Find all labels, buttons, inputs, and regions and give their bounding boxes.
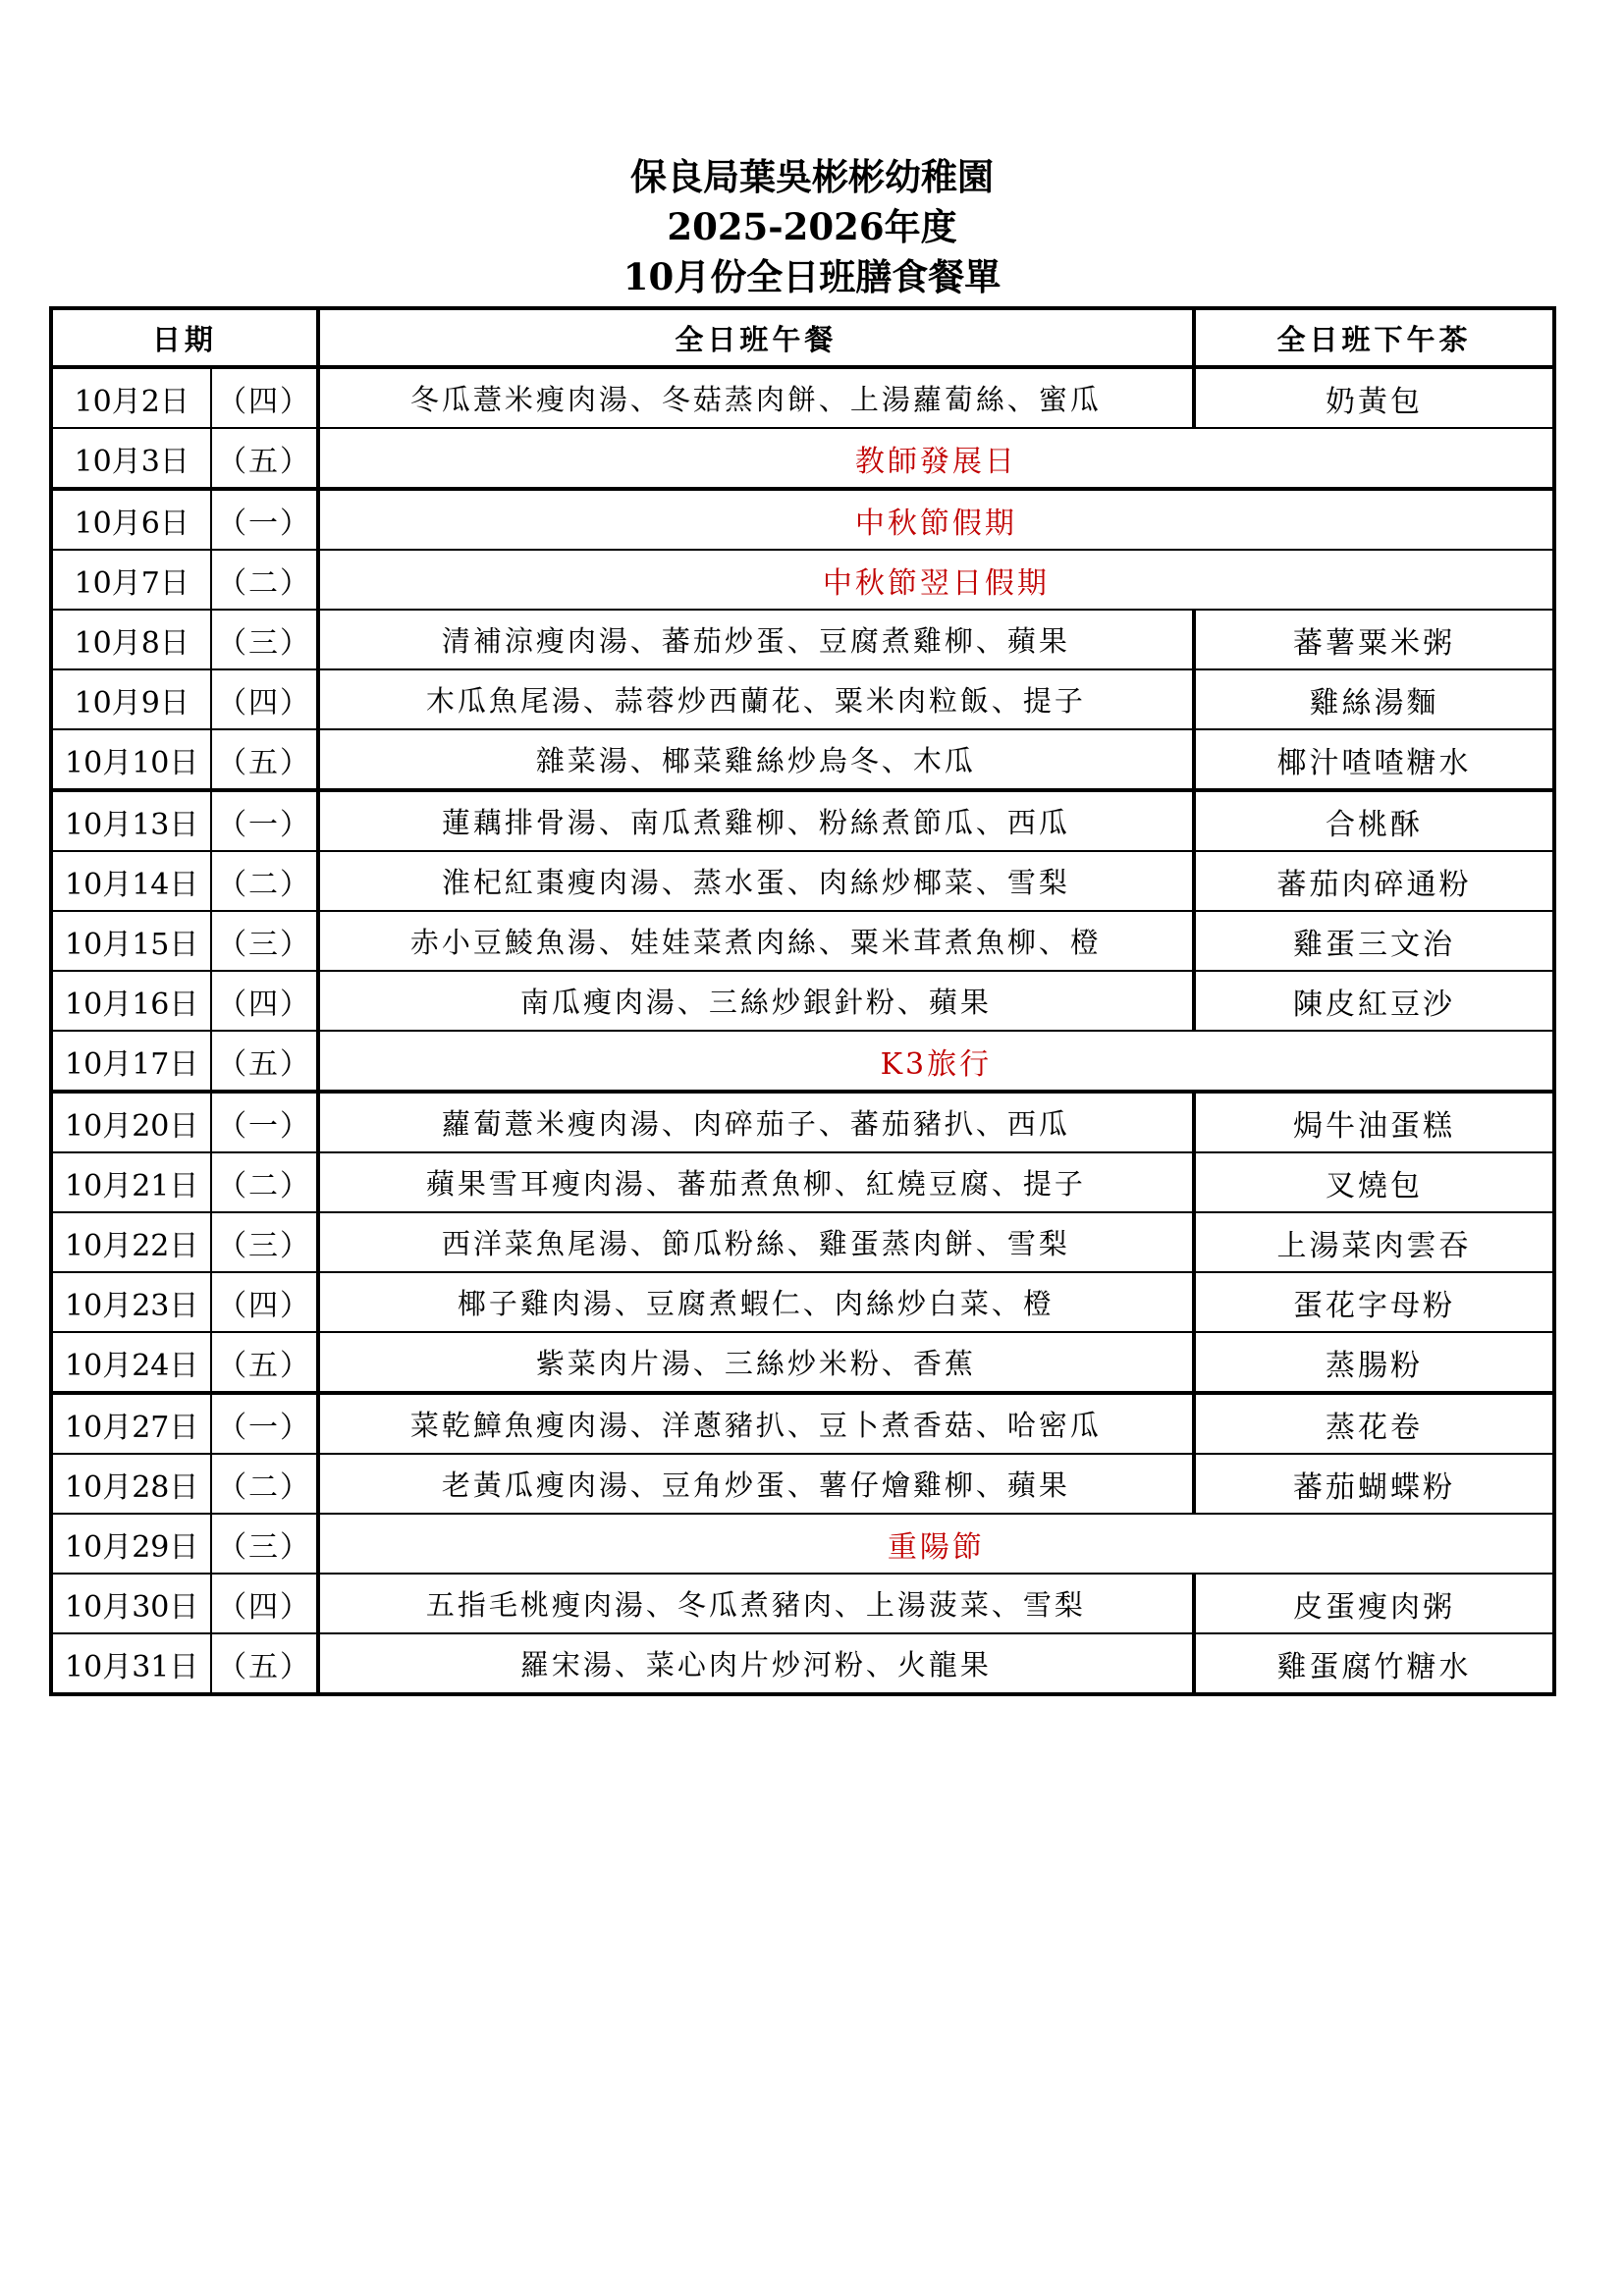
weekday-cell: （二）	[211, 1152, 317, 1212]
weekday-cell: （一）	[211, 790, 317, 851]
table-row	[51, 790, 1554, 851]
event-cell: 中秋節翌日假期	[318, 550, 1554, 610]
lunch-cell: 老黃瓜瘦肉湯、豆角炒蛋、薯仔燴雞柳、蘋果	[318, 1454, 1194, 1514]
table-row	[51, 1272, 1554, 1332]
tea-cell: 蕃薯粟米粥	[1194, 610, 1554, 669]
table-row	[51, 669, 1554, 729]
table-row	[51, 1212, 1554, 1272]
date-cell: 10月23日	[51, 1272, 211, 1332]
table-row	[51, 1454, 1554, 1514]
tea-cell: 雞蛋腐竹糖水	[1194, 1633, 1554, 1694]
date-cell: 10月9日	[51, 669, 211, 729]
school-name: 保良局葉吳彬彬幼稚園	[630, 155, 994, 198]
weekday-cell: （五）	[211, 1633, 317, 1694]
weekday-cell: （五）	[211, 428, 317, 489]
weekday-cell: （三）	[211, 610, 317, 669]
tea-column-header: 全日班下午茶	[1194, 308, 1554, 367]
table-row	[51, 911, 1554, 971]
lunch-cell: 西洋菜魚尾湯、節瓜粉絲、雞蛋蒸肉餅、雪梨	[318, 1212, 1194, 1272]
tea-cell: 叉燒包	[1194, 1152, 1554, 1212]
weekday-cell: （一）	[211, 1393, 317, 1454]
lunch-cell: 南瓜瘦肉湯、三絲炒銀針粉、蘋果	[318, 971, 1194, 1031]
date-cell: 10月27日	[51, 1393, 211, 1454]
meal-menu-table	[49, 306, 1556, 1696]
date-cell: 10月29日	[51, 1514, 211, 1574]
tea-cell: 雞絲湯麵	[1194, 669, 1554, 729]
date-cell: 10月3日	[51, 428, 211, 489]
weekday-cell: （四）	[211, 1574, 317, 1633]
table-row	[51, 610, 1554, 669]
lunch-column-header: 全日班午餐	[318, 308, 1194, 367]
date-cell: 10月16日	[51, 971, 211, 1031]
weekday-cell: （一）	[211, 489, 317, 550]
menu-title: 10月份全日班膳食餐單	[623, 255, 1001, 298]
tea-cell: 蕃茄蝴蝶粉	[1194, 1454, 1554, 1514]
date-cell: 10月2日	[51, 367, 211, 428]
table-row	[51, 550, 1554, 610]
date-cell: 10月31日	[51, 1633, 211, 1694]
event-cell: 教師發展日	[318, 428, 1554, 489]
tea-cell: 蒸花卷	[1194, 1393, 1554, 1454]
tea-cell: 椰汁喳喳糖水	[1194, 729, 1554, 790]
lunch-cell: 清補涼瘦肉湯、蕃茄炒蛋、豆腐煮雞柳、蘋果	[318, 610, 1194, 669]
tea-cell: 蒸腸粉	[1194, 1332, 1554, 1393]
tea-cell: 上湯菜肉雲吞	[1194, 1212, 1554, 1272]
weekday-cell: （二）	[211, 851, 317, 911]
lunch-cell: 五指毛桃瘦肉湯、冬瓜煮豬肉、上湯菠菜、雪梨	[318, 1574, 1194, 1633]
table-row	[51, 729, 1554, 790]
weekday-cell: （三）	[211, 1514, 317, 1574]
lunch-cell: 蘋果雪耳瘦肉湯、蕃茄煮魚柳、紅燒豆腐、提子	[318, 1152, 1194, 1212]
date-cell: 10月17日	[51, 1031, 211, 1092]
tea-cell: 奶黃包	[1194, 367, 1554, 428]
date-cell: 10月20日	[51, 1092, 211, 1152]
date-cell: 10月10日	[51, 729, 211, 790]
tea-cell: 蕃茄肉碎通粉	[1194, 851, 1554, 911]
table-row	[51, 1514, 1554, 1574]
table-row	[51, 1152, 1554, 1212]
weekday-cell: （五）	[211, 729, 317, 790]
event-cell: K3旅行	[318, 1031, 1554, 1092]
table-row	[51, 1633, 1554, 1694]
date-cell: 10月30日	[51, 1574, 211, 1633]
table-row	[51, 1332, 1554, 1393]
weekday-cell: （五）	[211, 1332, 317, 1393]
event-cell: 中秋節假期	[318, 489, 1554, 550]
lunch-cell: 羅宋湯、菜心肉片炒河粉、火龍果	[318, 1633, 1194, 1694]
table-row	[51, 428, 1554, 489]
lunch-cell: 冬瓜薏米瘦肉湯、冬菇蒸肉餅、上湯蘿蔔絲、蜜瓜	[318, 367, 1194, 428]
weekday-cell: （三）	[211, 911, 317, 971]
table-row	[51, 1574, 1554, 1633]
tea-cell: 陳皮紅豆沙	[1194, 971, 1554, 1031]
tea-cell: 蛋花字母粉	[1194, 1272, 1554, 1332]
table-header-row	[51, 308, 1554, 367]
tea-cell: 合桃酥	[1194, 790, 1554, 851]
lunch-cell: 淮杞紅棗瘦肉湯、蒸水蛋、肉絲炒椰菜、雪梨	[318, 851, 1194, 911]
date-cell: 10月7日	[51, 550, 211, 610]
date-cell: 10月13日	[51, 790, 211, 851]
date-cell: 10月6日	[51, 489, 211, 550]
table-row	[51, 851, 1554, 911]
date-column-header: 日期	[51, 308, 318, 367]
weekday-cell: （三）	[211, 1212, 317, 1272]
table-row	[51, 1031, 1554, 1092]
weekday-cell: （四）	[211, 669, 317, 729]
weekday-cell: （五）	[211, 1031, 317, 1092]
tea-cell: 皮蛋瘦肉粥	[1194, 1574, 1554, 1633]
school-year: 2025-2026年度	[667, 205, 957, 248]
lunch-cell: 菜乾鱆魚瘦肉湯、洋蔥豬扒、豆卜煮香菇、哈密瓜	[318, 1393, 1194, 1454]
menu-body	[51, 367, 1554, 1694]
date-cell: 10月8日	[51, 610, 211, 669]
table-row	[51, 489, 1554, 550]
lunch-cell: 赤小豆鯪魚湯、娃娃菜煮肉絲、粟米茸煮魚柳、橙	[318, 911, 1194, 971]
weekday-cell: （四）	[211, 1272, 317, 1332]
table-row	[51, 1393, 1554, 1454]
lunch-cell: 紫菜肉片湯、三絲炒米粉、香蕉	[318, 1332, 1194, 1393]
date-cell: 10月21日	[51, 1152, 211, 1212]
tea-cell: 焗牛油蛋糕	[1194, 1092, 1554, 1152]
table-row	[51, 971, 1554, 1031]
date-cell: 10月28日	[51, 1454, 211, 1514]
lunch-cell: 雜菜湯、椰菜雞絲炒烏冬、木瓜	[318, 729, 1194, 790]
weekday-cell: （二）	[211, 550, 317, 610]
date-cell: 10月15日	[51, 911, 211, 971]
weekday-cell: （一）	[211, 1092, 317, 1152]
lunch-cell: 蘿蔔薏米瘦肉湯、肉碎茄子、蕃茄豬扒、西瓜	[318, 1092, 1194, 1152]
lunch-cell: 蓮藕排骨湯、南瓜煮雞柳、粉絲煮節瓜、西瓜	[318, 790, 1194, 851]
event-cell: 重陽節	[318, 1514, 1554, 1574]
weekday-cell: （四）	[211, 367, 317, 428]
menu-header	[0, 152, 1624, 302]
table-row	[51, 367, 1554, 428]
lunch-cell: 木瓜魚尾湯、蒜蓉炒西蘭花、粟米肉粒飯、提子	[318, 669, 1194, 729]
weekday-cell: （四）	[211, 971, 317, 1031]
tea-cell: 雞蛋三文治	[1194, 911, 1554, 971]
lunch-cell: 椰子雞肉湯、豆腐煮蝦仁、肉絲炒白菜、橙	[318, 1272, 1194, 1332]
date-cell: 10月24日	[51, 1332, 211, 1393]
date-cell: 10月14日	[51, 851, 211, 911]
table-row	[51, 1092, 1554, 1152]
weekday-cell: （二）	[211, 1454, 317, 1514]
date-cell: 10月22日	[51, 1212, 211, 1272]
